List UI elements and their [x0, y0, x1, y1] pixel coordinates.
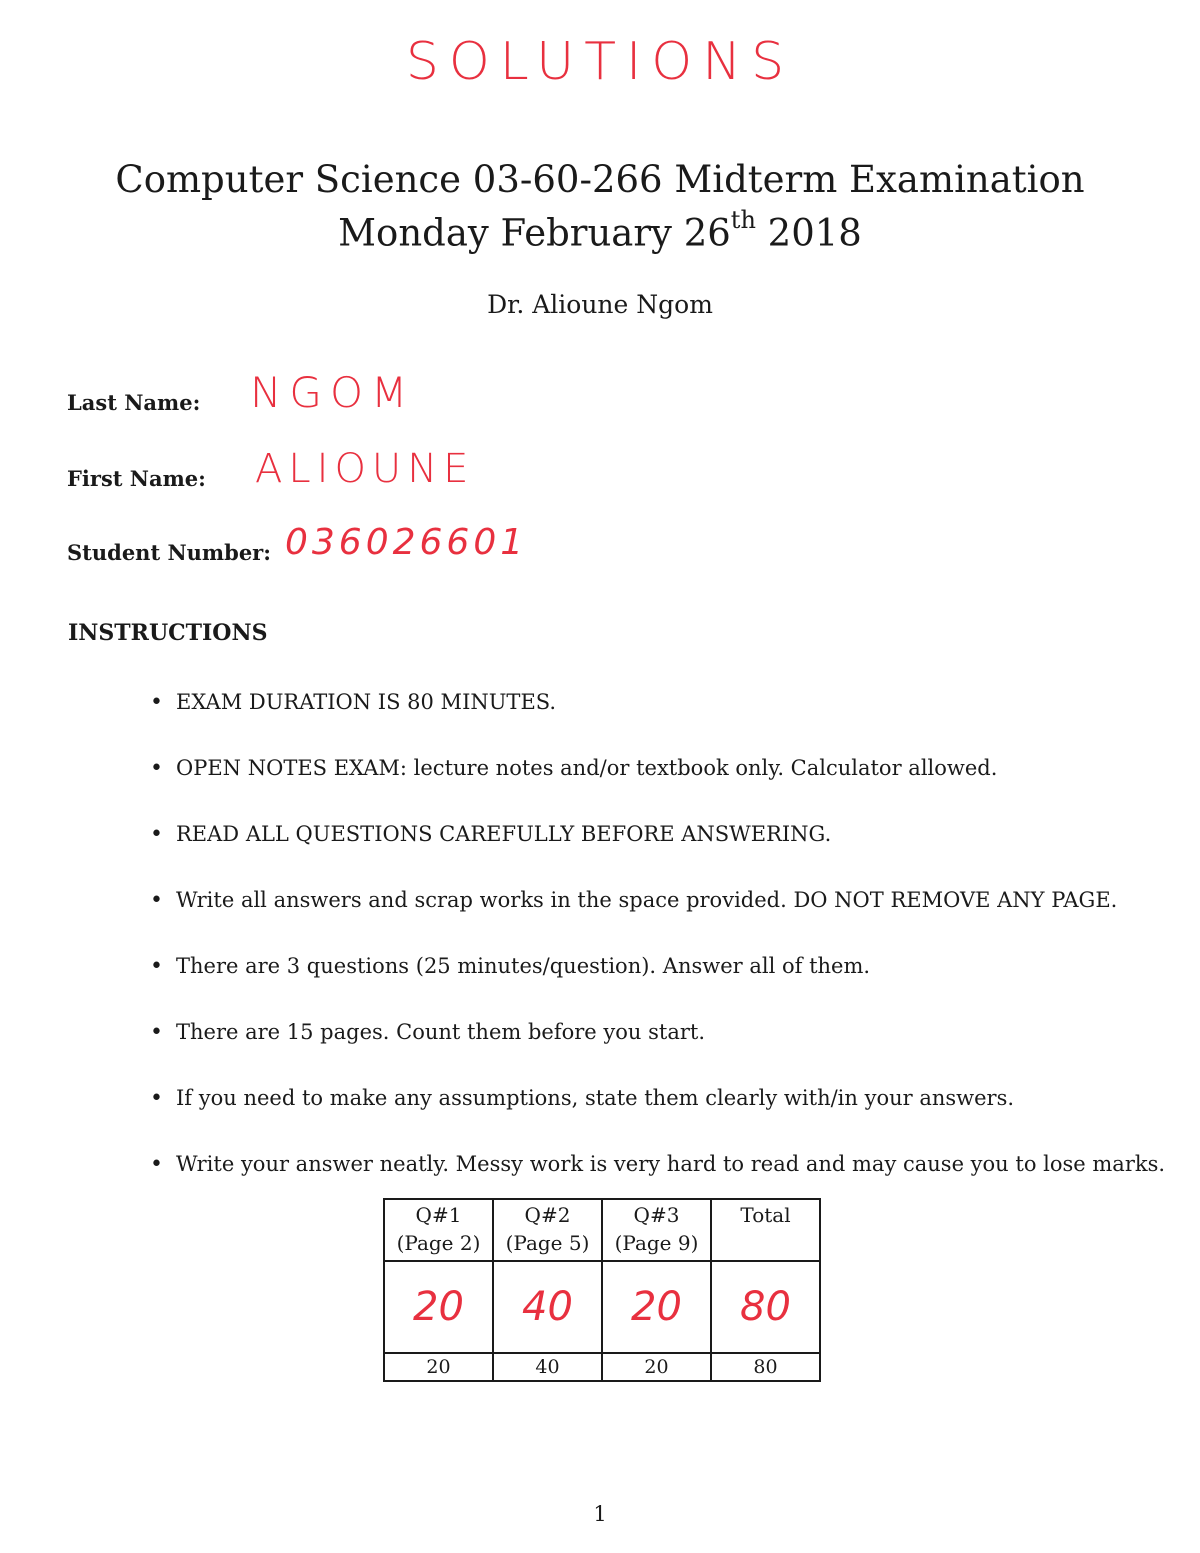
q3-score: 20: [602, 1261, 711, 1353]
instructions-heading: INSTRUCTIONS: [68, 620, 268, 646]
q2-max: 40: [493, 1353, 602, 1381]
q3-label: Q#3: [633, 1203, 680, 1227]
score-header-q1: [384, 1199, 493, 1261]
exam-author: Dr. Alioune Ngom: [487, 290, 713, 319]
score-table: [383, 1198, 821, 1382]
first-name-label: First Name:: [67, 466, 206, 491]
q1-max: 20: [384, 1353, 493, 1381]
q1-page: (Page 2): [396, 1231, 481, 1255]
score-table-header-row: [384, 1199, 820, 1261]
total-label: Total: [740, 1203, 791, 1227]
q1-score: 20: [384, 1261, 493, 1353]
instruction-item: • Write your answer neatly. Messy work is very hard to read and may cause you to lose marks.: [150, 1152, 1160, 1218]
q3-max: 20: [602, 1353, 711, 1381]
exam-title: Computer Science 03-60-266 Midterm Examination: [115, 158, 1085, 201]
score-header-total: [711, 1199, 820, 1261]
score-header-q3: [602, 1199, 711, 1261]
instruction-item: • EXAM DURATION IS 80 MINUTES.: [150, 690, 1160, 756]
solutions-annotation: SOLUTIONS: [405, 32, 795, 92]
exam-date: [0, 206, 1200, 255]
instruction-item: • There are 15 pages. Count them before you start.: [150, 1020, 1160, 1086]
q2-label: Q#2: [524, 1203, 571, 1227]
student-number-label: Student Number:: [67, 540, 272, 565]
first-name-value: ALIOUNE: [255, 446, 475, 492]
score-header-q2: [493, 1199, 602, 1261]
last-name-label: Last Name:: [67, 390, 201, 415]
q2-score: 40: [493, 1261, 602, 1353]
total-max: 80: [711, 1353, 820, 1381]
student-number-value: 036026601: [285, 522, 528, 563]
score-table-score-row: [384, 1261, 820, 1353]
instructions-list: [150, 690, 1166, 1218]
q1-label: Q#1: [415, 1203, 462, 1227]
instruction-item: • OPEN NOTES EXAM: lecture notes and/or textbook only. Calculator allowed.: [150, 756, 1160, 822]
q2-page: (Page 5): [505, 1231, 590, 1255]
instruction-item: • If you need to make any assumptions, state them clearly with/in your answers.: [150, 1086, 1160, 1152]
exam-date-year: 2018: [755, 211, 862, 255]
exam-date-suffix: th: [730, 206, 756, 234]
page-number: 1: [593, 1502, 607, 1526]
last-name-value: NGOM: [250, 368, 416, 417]
total-score: 80: [711, 1261, 820, 1353]
instruction-item: • READ ALL QUESTIONS CAREFULLY BEFORE ANSWERING.: [150, 822, 1160, 888]
q3-page: (Page 9): [614, 1231, 699, 1255]
exam-date-day: Monday February 26: [338, 211, 731, 255]
instruction-item: • There are 3 questions (25 minutes/question). Answer all of them.: [150, 954, 1160, 1020]
instruction-item: • Write all answers and scrap works in the space provided. DO NOT REMOVE ANY PAGE.: [150, 888, 1160, 954]
score-table-max-row: [384, 1353, 820, 1381]
